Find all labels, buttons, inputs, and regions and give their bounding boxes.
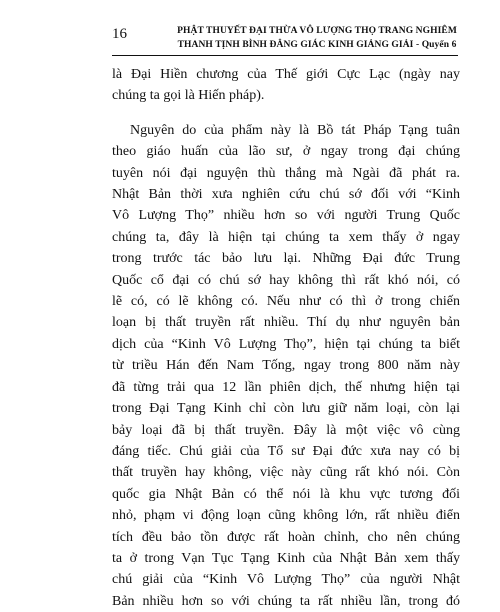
body-text <box>112 64 460 612</box>
text-line: Quốc cổ đại có chú sớ hay không thì rất khó nói, có <box>112 272 460 288</box>
text-line: chúng ta gọi là Hiến pháp). <box>112 88 265 104</box>
text-line: trong Đại Tạng Kinh chỉ còn lưu giữ năm loại, còn lại <box>112 401 460 417</box>
paragraph-2 <box>112 120 460 612</box>
text-line: chú giải của “Kinh Vô Lượng Thọ” của người Nhật <box>112 572 460 588</box>
page-number: 16 <box>112 26 127 42</box>
paragraph-spacer <box>112 107 460 120</box>
text-line: dịch của “Kinh Vô Lượng Thọ”, hiện tại chúng ta biết <box>112 336 460 352</box>
text-line: trong trước tác bảo lưu lại. Những Đại đức Trung <box>112 251 460 267</box>
text-line: là Đại Hiền chương của Thế giới Cực Lạc (ngày nay <box>112 67 460 82</box>
running-head <box>176 24 458 52</box>
text-line: Bản nhiều hơn so với chúng ta rất nhiều lần, trong đó <box>112 593 460 609</box>
paragraph-1 <box>112 64 460 107</box>
text-line: Vô Lượng Thọ” nhiều hơn so với người Trung Quốc <box>112 208 460 224</box>
text-line: theo giáo huấn của lão sư, ở ngay trong đại chúng <box>112 144 460 160</box>
text-line: nhỏ, phạm vi động loạn cũng không lớn, rất nhiều điển <box>112 508 460 524</box>
text-line: thất truyền hay không, việc này cũng rất khó nói. Còn <box>112 465 460 481</box>
text-line: bảy loại đã bị thất truyền. Đây là một việc vô cùng <box>112 422 460 438</box>
text-line: Nhật Bản thời xưa nghiên cứu chú sớ đối với “Kinh <box>112 187 460 203</box>
text-line: tuyên nói đại nguyện thù thắng mà Ngài đã phát ra. <box>112 165 460 181</box>
running-head-line-2: THANH TỊNH BÌNH ĐẲNG GIÁC KINH GIẢNG GIẢI - Quyển 6 <box>177 40 457 50</box>
text-line: quốc gia Nhật Bản có thể nói là khu vực tương đối <box>112 486 460 502</box>
text-line: đáng tiếc. Chú giải của Tổ sư Đại đức xưa nay có bị <box>112 443 460 459</box>
text-line: Nguyên do của phẩm này là Bồ tát Pháp Tạng tuân <box>130 122 460 138</box>
running-head-line-1: PHẬT THUYẾT ĐẠI THỪA VÔ LƯỢNG THỌ TRANG NGHIÊM <box>177 26 457 36</box>
text-line: đã từng trải qua 12 lần phiên dịch, thế nhưng hiện tại <box>112 379 460 395</box>
text-line: ta ở trong Vạn Tục Tạng Kinh của Nhật Bản xem thấy <box>112 550 460 566</box>
text-line: tích đều bảo tồn được rất hoàn chỉnh, cho nên chúng <box>112 529 460 545</box>
header-rule <box>112 55 458 56</box>
text-line: từ triều Hán đến Nam Tống, ngay trong 800 năm này <box>112 358 460 374</box>
text-line: lẽ có, có lẽ không có. Nếu như có thì ở trong chiến <box>112 294 460 310</box>
text-line: loạn bị thất truyền rất nhiều. Thí dụ như nguyên bản <box>112 315 460 331</box>
text-line: chúng ta, đây là hiện tại chúng ta xem thấy ở ngay <box>112 229 460 245</box>
